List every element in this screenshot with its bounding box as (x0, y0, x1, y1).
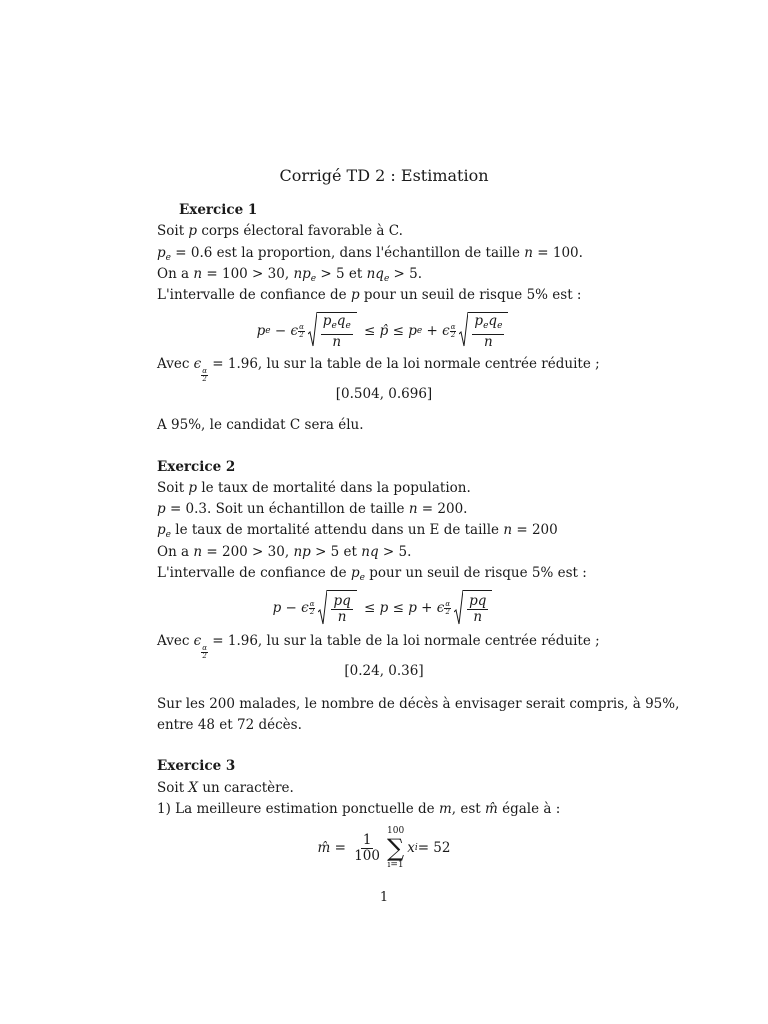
ex2-conclusion-line-2: entre 48 et 72 décès. (157, 717, 302, 733)
sum-lower-limit: i=1 (387, 860, 404, 870)
ex2-epsilon-line: Avec ϵ $\frac{\alpha}{2}$ = 1.96, lu sur la table de la loi normale centrée réduite ; (157, 633, 600, 660)
ex2-line-4: On a n = 200 > 30, np > 5 et nq > 5. (157, 544, 412, 560)
page-title: Corrigé TD 2 : Estimation (279, 166, 489, 185)
ex1-line-2: $p_e = 0.6$ est la proportion, dans l'échantillon de taille n = 100. (157, 245, 583, 263)
page-number: 1 (379, 890, 389, 905)
ex1-interval: [0.504, 0.696] (335, 386, 433, 402)
ex2-interval: [0.24, 0.36] (344, 663, 424, 679)
ex1-line-1: Soit p corps électoral favorable à C. (157, 223, 403, 239)
ex3-line-2: 1) La meilleure estimation ponctuelle de m, est m̂ égale à : (157, 801, 561, 817)
ex2-confidence-inequality: p − ϵ α 2 $\frac{pq}{n}$ ≤ p ≤ p + ϵ α 2 $\frac{pq}{n}$ (0, 590, 768, 626)
ex2-line-3: $p_e$ le taux de mortalité attendu dans un E de taille n = 200 (157, 522, 558, 540)
ex1-confidence-inequality: p e − ϵ α 2 $\frac{p_eq_e}{n}$ ≤ p̂ ≤ p e + ϵ α 2 $\frac{p_eq_e}{n}$ (0, 312, 768, 350)
ex1-line-4: L'intervalle de confiance de p pour un seuil de risque 5% est : (157, 287, 582, 303)
exercise-1-heading: Exercice 1 (179, 202, 258, 218)
ex1-line-3: On a n = 100 > 30, $np_e > 5$ et $nq_e > 5$. (157, 266, 423, 284)
sum-upper-limit: 100 (387, 826, 405, 836)
ex1-epsilon-line: Avec ϵ $\frac{\alpha}{2}$ = 1.96, lu sur la table de la loi normale centrée réduite ; (157, 356, 600, 383)
ex3-mean-estimate: m̂ = $\frac{1}{100}$ 100 ∑ i=1 x i = 52 (317, 826, 451, 870)
exercise-3-heading: Exercice 3 (157, 758, 236, 774)
exercise-2-heading: Exercice 2 (157, 459, 236, 475)
ex2-line-2: p = 0.3. Soit un échantillon de taille n = 200. (157, 501, 468, 517)
ex2-conclusion-line-1: Sur les 200 malades, le nombre de décès à envisager serait compris, à 95%, (157, 696, 680, 712)
ex2-line-5: L'intervalle de confiance de $p_e$ pour un seuil de risque 5% est : (157, 565, 587, 583)
ex1-conclusion: A 95%, le candidat C sera élu. (157, 417, 364, 433)
ex2-line-1: Soit p le taux de mortalité dans la population. (157, 480, 471, 496)
ex3-line-1: Soit X un caractère. (157, 780, 294, 796)
